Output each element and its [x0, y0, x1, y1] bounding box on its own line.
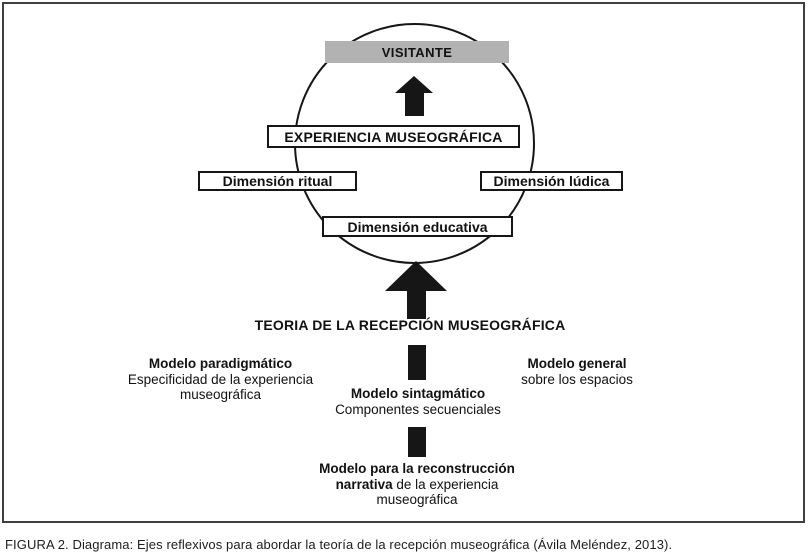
teoria-recepcion-label: TEORIA DE LA RECEPCIÓN MUSEOGRÁFICA	[254, 317, 566, 333]
modelo-reconstruccion-line3: museográfica	[376, 492, 458, 507]
arrow-head	[385, 258, 447, 291]
arrow-segment-lower	[408, 427, 426, 457]
modelo-paradigmatico-line1: Especificidad de la experiencia	[127, 371, 314, 387]
modelo-reconstruccion-line2-rest: de la experiencia	[392, 476, 499, 492]
modelo-paradigmatico-title: Modelo paradigmático	[148, 356, 293, 371]
modelo-sintagmatico-title: Modelo sintagmático	[350, 386, 486, 401]
dimension-ludica-box	[480, 171, 623, 191]
modelo-reconstruccion-title: Modelo para la reconstrucción	[319, 461, 515, 476]
dimension-ritual-box	[198, 171, 357, 191]
dimension-ludica-label: Dimensión lúdica	[493, 173, 610, 189]
visitante-box	[325, 41, 509, 63]
experiencia-museografica-label: EXPERIENCIA MUSEOGRÁFICA	[284, 128, 503, 145]
dimension-educativa-label: Dimensión educativa	[347, 218, 488, 235]
big-up-arrow-icon	[385, 258, 447, 319]
dimension-ritual-label: Dimensión ritual	[222, 173, 333, 189]
dimension-educativa-box	[322, 216, 513, 237]
modelo-paradigmatico-line2: museográfica	[179, 387, 262, 402]
modelo-reconstruccion-line2-bold: narrativa	[335, 476, 393, 492]
figure-caption: FIGURA 2. Diagrama: Ejes reflexivos para abordar la teoría de la recepción museográfica (Ávila Meléndez, 2013).	[5, 537, 673, 552]
experiencia-museografica-box	[267, 125, 520, 148]
visitante-label: VISITANTE	[381, 44, 453, 60]
modelo-reconstruccion-block	[290, 461, 544, 508]
modelo-general-subtitle: sobre los espacios	[521, 371, 633, 387]
modelo-general-title: Modelo general	[527, 356, 627, 371]
arrow-head	[395, 73, 433, 93]
arrow-shaft	[407, 291, 426, 319]
modelo-sintagmatico-subtitle: Componentes secuenciales	[335, 401, 501, 417]
modelo-sintagmatico-block	[307, 386, 529, 417]
modelo-paradigmatico-block	[108, 356, 333, 403]
arrow-shaft	[405, 93, 424, 116]
arrow-segment-upper	[408, 345, 426, 380]
modelo-general-block	[487, 356, 667, 387]
up-arrow-icon	[395, 73, 433, 116]
modelo-reconstruccion-line2	[290, 477, 544, 493]
